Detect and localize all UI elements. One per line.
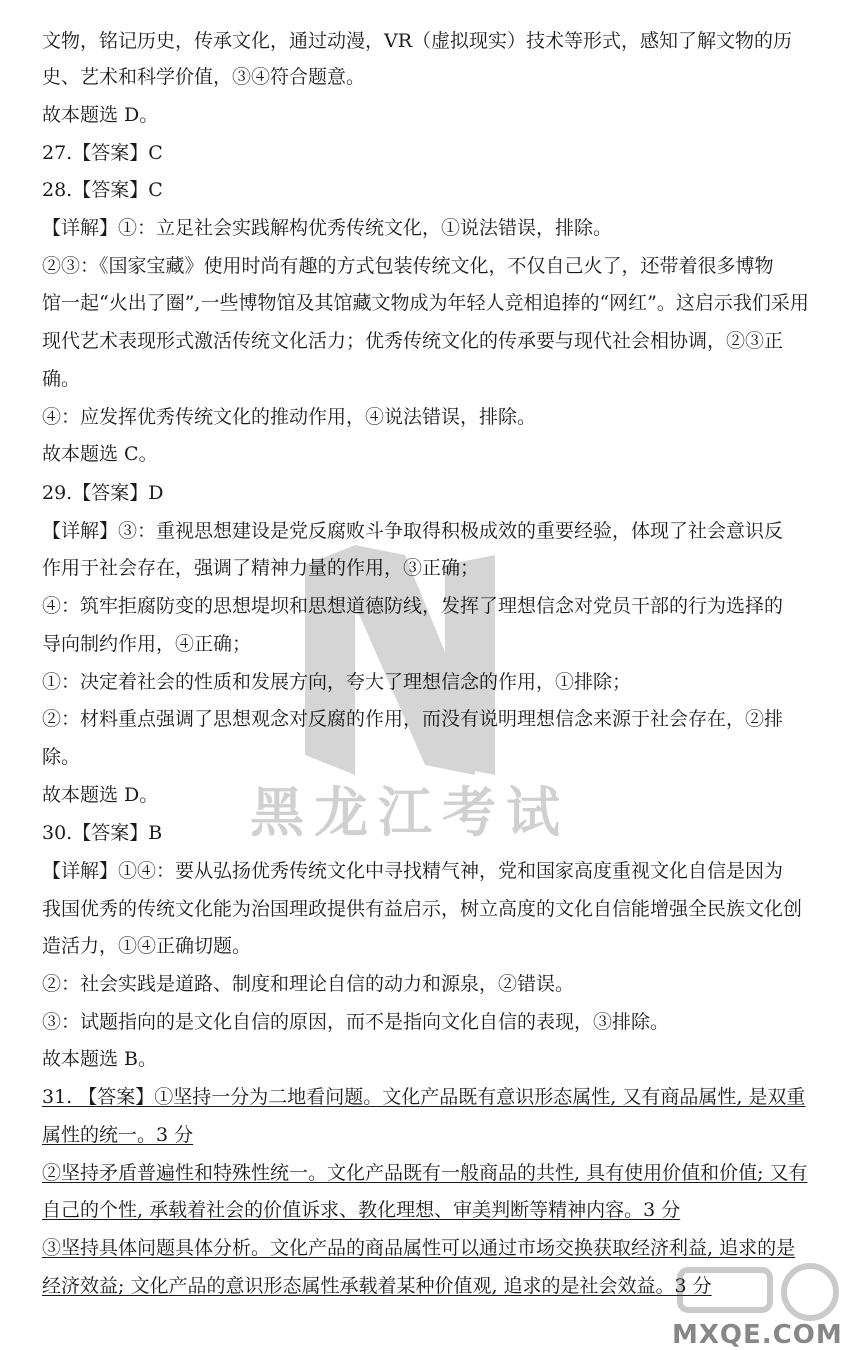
text-line: 文物，铭记历史，传承文化，通过动漫，VR（虚拟现实）技术等形式，感知了解文物的历 — [42, 30, 793, 52]
watermark-text: 黑龙江考试 — [250, 781, 570, 844]
text-line: ②：材料重点强调了思想观念对反腐的作用，而没有说明理想信念来源于社会存在，②排 — [42, 708, 784, 730]
text-line: 我国优秀的传统文化能为治国理政提供有益启示，树立高度的文化自信能增强全民族文化创 — [42, 898, 803, 920]
text-line: 【详解】③：重视思想建设是党反腐败斗争取得积极成效的重要经验，体现了社会意识反 — [42, 520, 784, 542]
text-line: 【详解】①：立足社会实践解构优秀传统文化，①说法错误，排除。 — [42, 217, 613, 239]
answer-line: 30.【答案】B — [42, 822, 163, 844]
answer-line: 29.【答案】D — [42, 482, 164, 504]
text-line: 经济效益; 文化产品的意识形态属性承载着某种价值观, 追求的是社会效益。3 分 — [42, 1275, 712, 1297]
text-line: 作用于社会存在，强调了精神力量的作用，③正确； — [42, 557, 480, 579]
text-line: 史、艺术和科学价值，③④符合题意。 — [42, 66, 366, 88]
text-line: 故本题选 D。 — [42, 784, 159, 806]
text-line: 故本题选 D。 — [42, 104, 159, 126]
text-line: ④：筑牢拒腐防变的思想堤坝和思想道德防线，发挥了理想信念对党员干部的行为选择的 — [42, 595, 784, 617]
text-line: ②③：《国家宝藏》使用时尚有趣的方式包装传统文化，不仅自己火了，还带着很多博物 — [42, 255, 774, 277]
answer-line: 27.【答案】C — [42, 142, 163, 164]
text-line: 造活力，①④正确切题。 — [42, 935, 252, 957]
text-line: ①：决定着社会的性质和发展方向，夸大了理想信念的作用，①排除； — [42, 671, 632, 693]
text-line: ②坚持矛盾普遍性和特殊性统一。文化产品既有一般商品的共性, 具有使用价值和价值; 又有 — [42, 1162, 808, 1184]
text-line: 除。 — [42, 746, 81, 768]
text-line: 现代艺术表现形式激活传统文化活力；优秀传统文化的传承要与现代社会相协调，②③正 — [42, 330, 784, 352]
text-line: 导向制约作用，④正确； — [42, 633, 252, 655]
text-line: ③坚持具体问题具体分析。文化产品的商品属性可以通过市场交换获取经济利益, 追求的是 — [42, 1237, 796, 1259]
text-line: 故本题选 C。 — [42, 443, 158, 465]
text-line: 【详解】①④：要从弘扬优秀传统文化中寻找精气神，党和国家高度重视文化自信是因为 — [42, 860, 784, 882]
text-line: 馆一起“火出了圈”,一些博物馆及其馆藏文物成为年轻人竞相追捧的“网红”。这启示我们采用 — [42, 292, 809, 314]
text-line: 自己的个性, 承载着社会的价值诉求、教化理想、审美判断等精神内容。3 分 — [42, 1199, 681, 1221]
text-line: ④：应发挥优秀传统文化的推动作用，④说法错误，排除。 — [42, 406, 537, 428]
corner-site-text: MXQE.COM — [672, 1320, 843, 1350]
text-line: 属性的统一。3 分 — [42, 1124, 194, 1146]
text-line: ②：社会实践是道路、制度和理论自信的动力和源泉，②错误。 — [42, 973, 575, 995]
text-line: ③：试题指向的是文化自信的原因，而不是指向文化自信的表现，③排除。 — [42, 1011, 670, 1033]
answer-line: 31. 【答案】①坚持一分为二地看问题。文化产品既有意识形态属性, 又有商品属性, 是双重 — [42, 1086, 806, 1108]
answer-line: 28.【答案】C — [42, 179, 163, 201]
text-line: 确。 — [42, 368, 81, 390]
text-line: 故本题选 B。 — [42, 1048, 158, 1070]
